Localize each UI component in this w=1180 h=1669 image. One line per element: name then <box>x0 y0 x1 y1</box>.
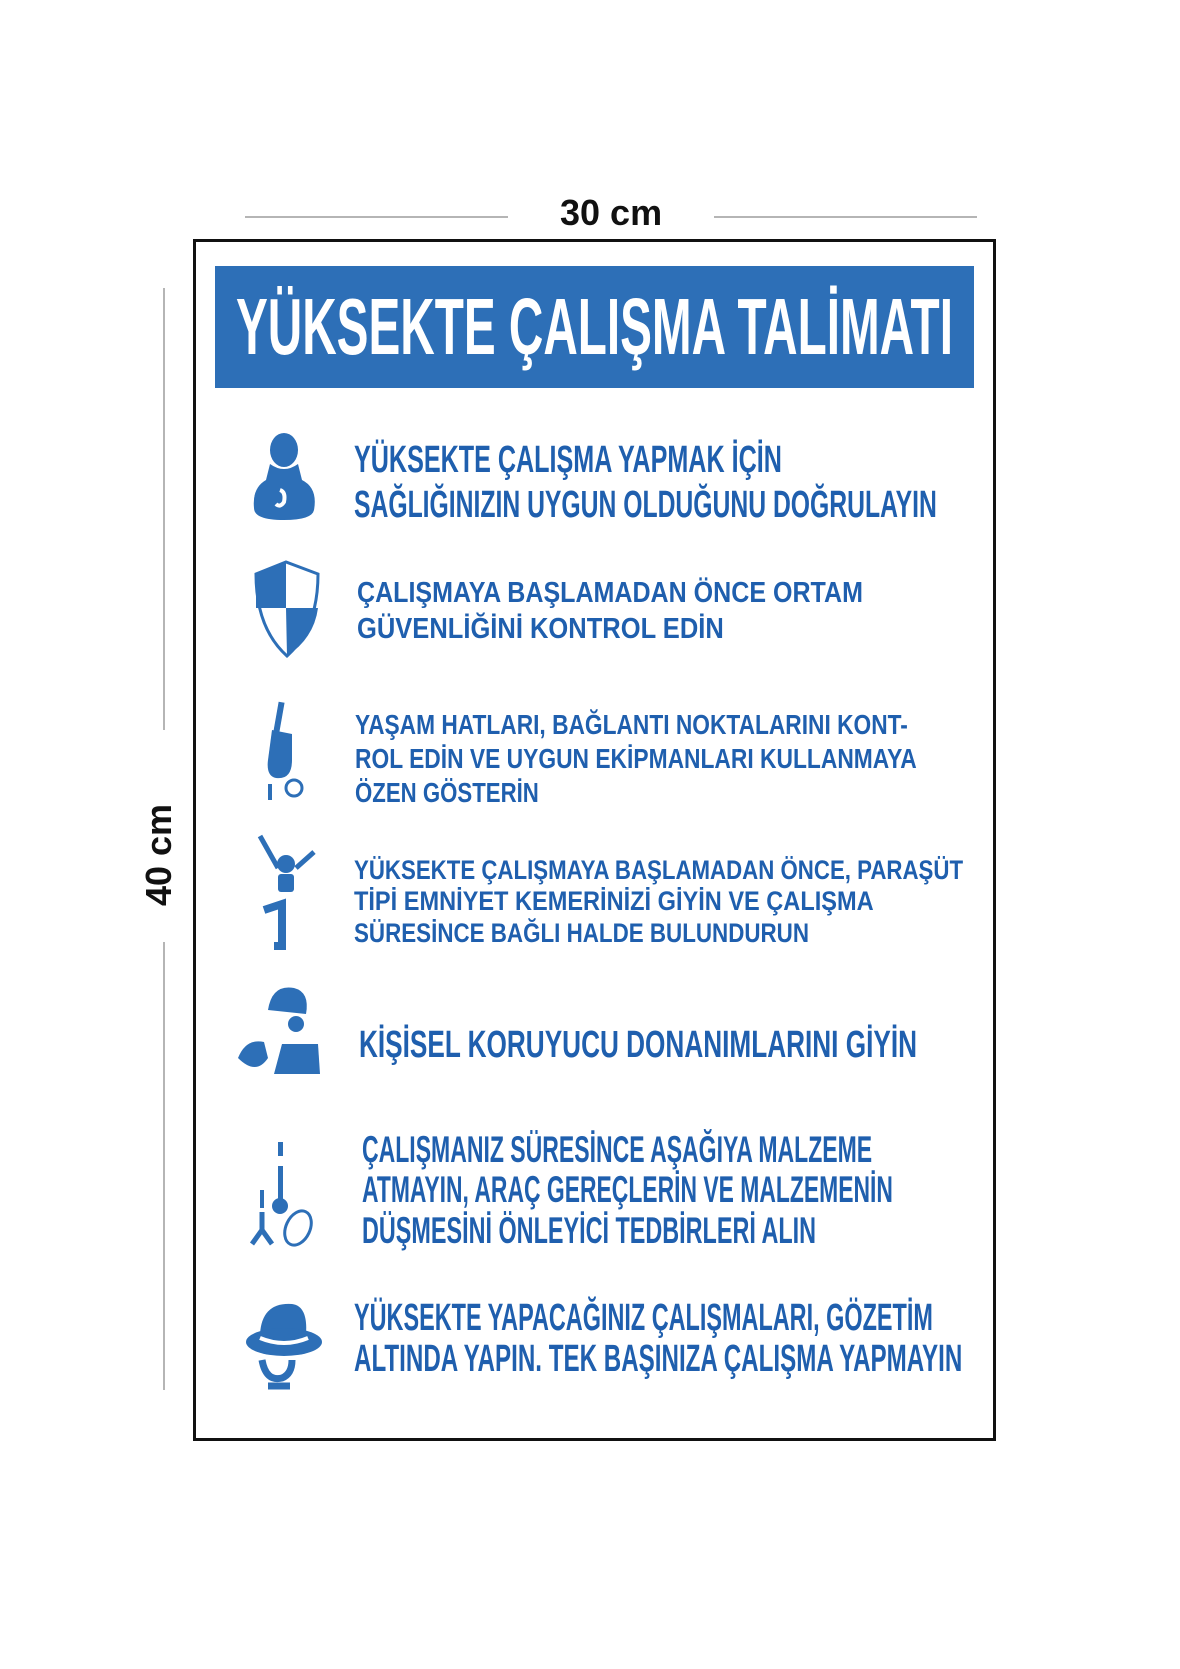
width-dimension-line-left <box>245 216 508 218</box>
instruction-6-line-2: ATMAYIN, ARAÇ GEREÇLERİN VE MALZEMENİN <box>362 1169 893 1210</box>
instruction-6-line-3: DÜŞMESİNİ ÖNLEYİCİ TEDBİRLERİ ALIN <box>362 1210 817 1251</box>
height-label: 40 cm <box>138 803 180 907</box>
instruction-7-line-2: ALTINDA YAPIN. TEK BAŞINIZA ÇALIŞMA YAPMAYIN <box>354 1338 963 1380</box>
height-dimension-line-bottom <box>163 942 165 1390</box>
instruction-1-line-1: YÜKSEKTE ÇALIŞMA YAPMAK İÇİN <box>354 439 782 481</box>
ppe-icon <box>236 982 322 1076</box>
instruction-7-line-1: YÜKSEKTE YAPACAĞINIZ ÇALIŞMALARI, GÖZETİM <box>354 1297 933 1339</box>
instruction-3-line-1: YAŞAM HATLARI, BAĞLANTI NOKTALARINI KONT- <box>355 709 908 740</box>
sign-title: YÜKSEKTE ÇALIŞMA TALİMATI <box>236 282 953 371</box>
instruction-4-line-3: SÜRESİNCE BAĞLI HALDE BULUNDURUN <box>354 918 810 948</box>
falling-tools-icon <box>248 1140 316 1248</box>
instruction-5-line-1: KİŞİSEL KORUYUCU DONANIMLARINI GİYİN <box>359 1024 918 1066</box>
instruction-2-line-1: ÇALIŞMAYA BAŞLAMADAN ÖNCE ORTAM <box>357 577 863 609</box>
instruction-3-line-3: ÖZEN GÖSTERİN <box>355 777 539 808</box>
height-dimension-line-top <box>163 288 165 730</box>
shield-icon <box>252 558 322 660</box>
supervisor-hat-icon <box>244 1298 324 1390</box>
instruction-6-line-1: ÇALIŞMANIZ SÜRESİNCE AŞAĞIYA MALZEME <box>362 1129 873 1170</box>
instruction-3-line-2: ROL EDİN VE UYGUN EKİPMANLARI KULLANMAYA <box>355 743 917 774</box>
instruction-4-line-1: YÜKSEKTE ÇALIŞMAYA BAŞLAMADAN ÖNCE, PARAŞÜT <box>354 855 964 885</box>
health-person-icon <box>250 430 320 522</box>
instruction-1-line-2: SAĞLIĞINIZIN UYGUN OLDUĞUNU DOĞRULAYIN <box>354 484 937 526</box>
harness-icon <box>256 832 318 950</box>
width-dimension-line-right <box>714 216 977 218</box>
lifeline-hook-icon <box>262 700 312 804</box>
instruction-4-line-2: TİPİ EMNİYET KEMERİNİZİ GİYİN VE ÇALIŞMA <box>354 886 874 916</box>
width-label: 30 cm <box>560 192 663 233</box>
instruction-2-line-2: GÜVENLİĞİNİ KONTROL EDİN <box>357 613 724 645</box>
